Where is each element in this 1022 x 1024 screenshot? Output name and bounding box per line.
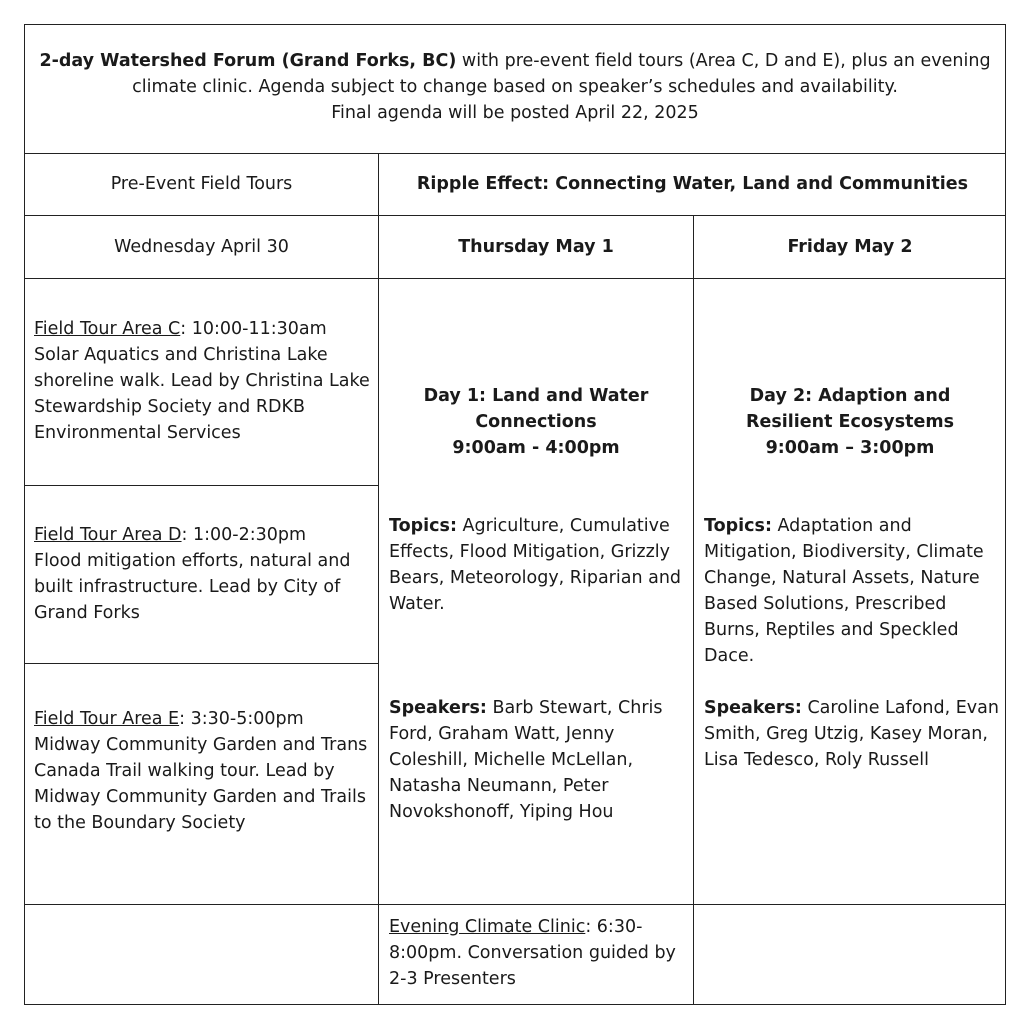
day2-title-line1: Day 2: Adaption and <box>749 386 951 406</box>
topics-label: Topics: <box>704 516 772 536</box>
topics-list: Agriculture, Cumulative Effects, Flood Mitigation, Grizzly Bears, Meteorology, Riparian and Water. <box>389 516 682 614</box>
day2-title <box>694 383 1006 461</box>
pre-event-header <box>24 153 379 215</box>
tour-name: Field Tour Area D <box>34 525 182 545</box>
friday-label: Friday May 2 <box>787 236 913 257</box>
forum-title: Ripple Effect: Connecting Water, Land and Communities <box>416 174 969 194</box>
clinic-description: : 6:30-8:00pm. Conversation guided by 2-3 Presenters <box>389 917 676 989</box>
row-divider <box>24 904 1006 905</box>
day2-time: 9:00am – 3:00pm <box>765 438 935 458</box>
evening-climate-clinic <box>389 914 679 992</box>
speakers-list: Barb Stewart, Chris Ford, Graham Watt, Jenny Coleshill, Michelle McLellan, Natasha Neumann, Peter Novokshonoff, Yiping Hou <box>389 698 663 822</box>
field-tour-d <box>34 522 354 626</box>
column-divider <box>693 215 694 1005</box>
topics-label: Topics: <box>389 516 457 536</box>
day1-time: 9:00am - 4:00pm <box>452 438 620 458</box>
row-divider <box>24 278 1006 279</box>
intro-text <box>36 48 994 126</box>
topics-list: Adaptation and Mitigation, Biodiversity, Climate Change, Natural Assets, Nature Based Solutions, Prescribed Burns, Reptiles and Speckled Dace. <box>704 516 984 666</box>
field-tour-c <box>34 316 370 446</box>
clinic-name: Evening Climate Clinic <box>389 917 586 937</box>
day2-title-line2: Resilient Ecosystems <box>745 412 955 432</box>
forum-title-header <box>379 153 1006 215</box>
wednesday-header <box>24 215 379 278</box>
tour-description: Midway Community Garden and Trans Canada Trail walking tour. Lead by Midway Community Garden and Trails to the Boundary Society <box>34 735 368 833</box>
tour-time: : 1:00-2:30pm <box>181 525 307 545</box>
thursday-label: Thursday May 1 <box>458 236 614 257</box>
tour-description: Solar Aquatics and Christina Lake shoreline walk. Lead by Christina Lake Stewardship Society and RDKB Environmental Services <box>34 345 370 443</box>
speakers-list: Caroline Lafond, Evan Smith, Greg Utzig, Kasey Moran, Lisa Tedesco, Roly Russell <box>704 698 999 770</box>
friday-header <box>694 215 1006 278</box>
day1-speakers <box>389 695 689 825</box>
day1-title-line1: Day 1: Land and Water <box>423 386 649 406</box>
tour-time: : 3:30-5:00pm <box>179 709 304 729</box>
column-divider <box>378 153 379 1005</box>
intro-description: with pre-event field tours (Area C, D and E), plus an evening climate clinic. Agenda subject to change based on speaker’s schedules and availability. <box>132 51 991 97</box>
day1-topics <box>389 513 687 617</box>
speakers-label: Speakers: <box>704 698 802 718</box>
tour-name: Field Tour Area C <box>34 319 181 339</box>
day2-topics <box>704 513 1002 669</box>
final-agenda-note: Final agenda will be posted April 22, 2025 <box>331 103 699 123</box>
tour-name: Field Tour Area E <box>34 709 180 729</box>
day1-title <box>379 383 693 461</box>
row-divider <box>24 663 379 664</box>
wednesday-label: Wednesday April 30 <box>114 236 289 257</box>
tour-time: : 10:00-11:30am <box>180 319 327 339</box>
field-tour-e <box>34 706 370 836</box>
day2-speakers <box>704 695 1002 773</box>
thursday-header <box>379 215 693 278</box>
tour-description: Flood mitigation efforts, natural and built infrastructure. Lead by City of Grand Forks <box>34 551 351 623</box>
pre-event-label: Pre-Event Field Tours <box>110 174 293 194</box>
speakers-label: Speakers: <box>389 698 487 718</box>
intro-title: 2-day Watershed Forum (Grand Forks, BC) <box>39 51 457 71</box>
day1-title-line2: Connections <box>475 412 597 432</box>
row-divider <box>24 485 379 486</box>
